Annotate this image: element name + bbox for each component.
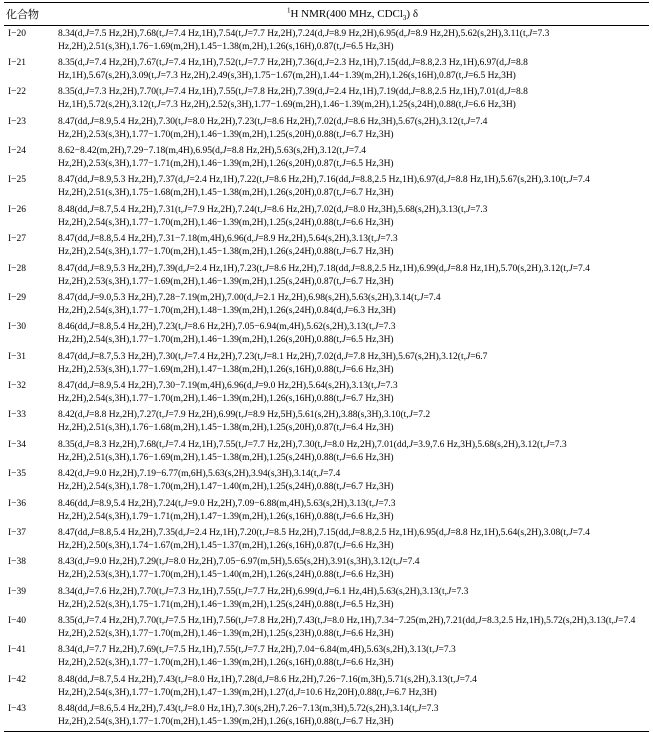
table-row bbox=[4, 85, 649, 114]
compound-id: I−35 bbox=[8, 469, 27, 480]
table-row bbox=[4, 525, 649, 554]
nmr-shifts: 8.47(dd,J=8.9,5.4 Hz,2H),7.30(t,J=8.0 Hz,2H),7.23(t,J=8.6 Hz,2H),7.02(d,J=8.6 Hz,3H),5.67(s,2H),3.12(t,J=7.4 Hz,2H),2.53(s,3H),1.77−1.70(m,2H),1.46−1.39(m,2H),1.25(s,20H),0.88(t,J=6.7 Hz,3H) bbox=[58, 116, 488, 140]
nmr-shifts: 8.42(d,J=8.8 Hz,2H),7.27(t,J=7.9 Hz,2H),6.99(t,J=8.9 Hz,5H),5.61(s,2H),3.88(s,3H),3.10(t,J=7.2 Hz,2H),2.51(s,3H),1.76−1.68(m,2H),1.45−1.38(m,2H),1.25(s,20H),0.87(t,J=6.4 Hz,3H) bbox=[58, 410, 431, 434]
compound-id: I−34 bbox=[8, 439, 27, 450]
header-nmr-subscript: 3 bbox=[402, 14, 407, 23]
compound-id: I−43 bbox=[4, 702, 56, 732]
table-row bbox=[4, 173, 649, 202]
compound-id: I−38 bbox=[8, 557, 27, 568]
table-row bbox=[4, 202, 649, 231]
nmr-shifts: 8.35(d,J=7.4 Hz,2H),7.67(t,J=7.4 Hz,1H),7.52(t,J=7.7 Hz,2H),7.36(d,J=2.3 Hz,1H),7.15(dd,J=8.8,2.3 Hz,1H),6.97(d,J=8.8 Hz,1H),5.67(s,2H),3.09(t,J=7.3 Hz,2H),2.49(s,3H),1.75−1.67(m,2H),1.44−1.39(m,2H),1.26(s,16H),0.87(t,J=6.5 Hz,3H) bbox=[58, 57, 528, 81]
table-row bbox=[4, 496, 649, 525]
compound-id: I−32 bbox=[8, 381, 27, 391]
table-row bbox=[4, 584, 649, 613]
nmr-shifts: 8.35(d,J=7.3 Hz,2H),7.70(t,J=7.4 Hz,1H),7.55(t,J=7.8 Hz,2H),7.39(d,J=2.4 Hz,1H),7.19(dd,J=8.8,2.5 Hz,1H),7.01(d,J=8.8 Hz,1H),5.72(s,2H),3.12(t,J=7.3 Hz,2H),2.52(s,3H),1.77−1.69(m,2H),1.46−1.39(m,2H),1.25(s,24H),0.88(t,J=6.6 Hz,3H) bbox=[58, 87, 528, 111]
compound-id: I−33 bbox=[8, 410, 27, 421]
nmr-shifts: 8.48(dd,J=8.6,5.4 Hz,2H),7.43(t,J=8.0 Hz,1H),7.30(s,2H),7.26−7.13(m,3H),5.72(s,2H),3.14(t,J=7.3 Hz,2H),2.54(s,3H),1.77−1.70(m,2H),1.45−1.39(m,2H),1.26(s,16H),0.88(t,J=6.7 Hz,3H) bbox=[56, 702, 649, 732]
compound-id: I−39 bbox=[8, 586, 27, 597]
nmr-shifts: 8.48(dd,J=8.7,5.4 Hz,2H),7.31(t,J=7.9 Hz,2H),7.24(t,J=8.6 Hz,2H),7.02(d,J=8.0 Hz,3H),5.68(s,2H),3.13(t,J=7.3 Hz,2H),2.54(s,3H),1.77−1.70(m,2H),1.46−1.39(m,2H),1.25(s,24H),0.88(t,J=6.6 Hz,3H) bbox=[58, 204, 488, 228]
nmr-shifts: 8.47(dd,J=8.9,5.3 Hz,2H),7.37(d,J=2.4 Hz,1H),7.22(t,J=8.6 Hz,2H),7.16(dd,J=8.8,2.5 Hz,1H),6.97(d,J=8.8 Hz,1H),5.67(s,2H),3.10(t,J=7.4 Hz,2H),2.51(s,3H),1.75−1.68(m,2H),1.45−1.38(m,2H),1.26(s,20H),0.87(t,J=6.7 Hz,3H) bbox=[58, 175, 590, 199]
header-nmr-isotope: 1 bbox=[286, 6, 291, 15]
nmr-shifts: 8.47(dd,J=8.9,5.3 Hz,2H),7.39(d,J=2.4 Hz,1H),7.23(t,J=8.6 Hz,2H),7.18(dd,J=8.8,2.5 Hz,1H),6.99(d,J=8.8 Hz,1H),5.70(s,2H),3.12(t,J=7.4 Hz,2H),2.53(s,3H),1.77−1.69(m,2H),1.46−1.39(m,2H),1.25(s,24H),0.87(t,J=6.7 Hz,3H) bbox=[58, 263, 590, 287]
nmr-shifts: 8.46(dd,J=8.8,5.4 Hz,2H),7.23(t,J=8.6 Hz,2H),7.05−6.94(m,4H),5.62(s,2H),3.13(t,J=7.3 Hz,2H),2.54(s,3H),1.77−1.70(m,2H),1.46−1.39(m,2H),1.26(s,20H),0.88(t,J=6.5 Hz,3H) bbox=[58, 322, 396, 346]
compound-id: I−30 bbox=[8, 322, 27, 333]
table-body bbox=[4, 26, 649, 732]
compound-id: I−21 bbox=[8, 57, 27, 68]
table-row bbox=[4, 144, 649, 173]
compound-id: I−42 bbox=[8, 674, 27, 685]
table-row bbox=[4, 467, 649, 496]
nmr-shifts: 8.35(d,J=7.4 Hz,2H),7.70(t,J=7.5 Hz,1H),7.56(t,J=7.8 Hz,2H),7.43(t,J=8.0 Hz,1H),7.34−7.25(m,2H),7.21(dd,J=8.3,2.5 Hz,1H),5.72(s,2H),3.13(t,J=7.4 Hz,2H),2.52(s,3H),1.77−1.70(m,2H),1.46−1.39(m,2H),1.25(s,23H),0.88(t,J=6.6 Hz,3H) bbox=[58, 616, 636, 640]
nmr-shifts: 8.62−8.42(m,2H),7.29−7.18(m,4H),6.95(d,J=8.8 Hz,2H),5.63(s,2H),3.12(t,J=7.4 Hz,2H),2.53(s,3H),1.77−1.71(m,2H),1.46−1.39(m,2H),1.26(s,20H),0.87(t,J=6.5 Hz,3H) bbox=[58, 146, 394, 170]
table-row bbox=[4, 320, 649, 349]
compound-id: I−37 bbox=[8, 527, 27, 538]
nmr-shifts: 8.47(dd,J=8.8,5.4 Hz,2H),7.35(d,J=2.4 Hz,1H),7.20(t,J=8.5 Hz,2H),7.15(dd,J=8.8,2.5 Hz,1H),6.95(d,J=8.8 Hz,1H),5.64(s,2H),3.08(t,J=7.4 Hz,2H),2.50(s,3H),1.74−1.67(m,2H),1.45−1.37(m,2H),1.26(s,16H),0.87(t,J=6.6 Hz,3H) bbox=[58, 527, 590, 551]
compound-id: I−29 bbox=[8, 292, 27, 303]
header-nmr-label: H NMR(400 MHz, CDCl bbox=[290, 8, 403, 20]
nmr-shifts: 8.47(dd,J=8.8,5.4 Hz,2H),7.31−7.18(m,4H),6.96(d,J=8.9 Hz,2H),5.64(s,2H),3.13(t,J=7.3 Hz,2H),2.54(s,3H),1.77−1.70(m,2H),1.45−1.38(m,2H),1.26(s,24H),0.88(t,J=6.7 Hz,3H) bbox=[58, 234, 398, 258]
header-compound: 化合物 bbox=[4, 3, 56, 26]
table-row bbox=[4, 55, 649, 84]
table-row bbox=[4, 379, 649, 408]
table-row bbox=[4, 614, 649, 643]
nmr-shifts: 8.46(dd,J=8.9,5.4 Hz,2H),7.24(t,J=9.0 Hz,2H),7.09−6.88(m,4H),5.63(s,2H),3.13(t,J=7.3 Hz,2H),2.54(s,3H),1.79−1.71(m,2H),1.47−1.39(m,2H),1.26(s,16H),0.88(t,J=6.6 Hz,3H) bbox=[58, 498, 396, 522]
nmr-shifts: 8.34(d,J=7.5 Hz,2H),7.68(t,J=7.4 Hz,1H),7.54(t,J=7.7 Hz,2H),7.24(d,J=8.9 Hz,2H),6.95(d,J=8.9 Hz,2H),5.62(s,2H),3.11(t,J=7.3 Hz,2H),2.51(s,3H),1.76−1.69(m,2H),1.45−1.38(m,2H),1.26(s,16H),0.87(t,J=6.5 Hz,3H) bbox=[58, 28, 550, 52]
nmr-shifts: 8.42(d,J=9.0 Hz,2H),7.19−6.77(m,6H),5.63(s,2H),3.94(s,3H),3.14(t,J=7.4 Hz,2H),2.54(s,3H),1.78−1.70(m,2H),1.47−1.40(m,2H),1.25(s,24H),0.88(t,J=6.7 Hz,3H) bbox=[58, 469, 394, 493]
table-row bbox=[4, 26, 649, 56]
compound-id: I−27 bbox=[8, 234, 27, 245]
nmr-shifts: 8.47(dd,J=8.9,5.4 Hz,2H),7.30−7.19(m,4H),6.96(d,J=9.0 Hz,2H),5.64(s,2H),3.13(t,J=7.3 Hz,2H),2.54(s,3H),1.77−1.70(m,2H),1.46−1.39(m,2H),1.26(s,16H),0.88(t,J=6.7 Hz,3H) bbox=[58, 381, 398, 405]
compound-id: I−25 bbox=[8, 175, 27, 186]
compound-id: I−20 bbox=[8, 28, 27, 39]
header-nmr-suffix: ) δ bbox=[406, 8, 419, 20]
table-row bbox=[4, 349, 649, 378]
nmr-shifts: 8.34(d,J=7.7 Hz,2H),7.69(t,J=7.5 Hz,1H),7.55(t,J=7.7 Hz,2H),7.04−6.84(m,4H),5.63(s,2H),3.13(t,J=7.3 Hz,2H),2.52(s,3H),1.77−1.70(m,2H),1.46−1.39(m,2H),1.26(s,16H),0.88(t,J=6.6 Hz,3H) bbox=[58, 645, 456, 669]
compound-id: I−24 bbox=[8, 146, 27, 156]
table-row bbox=[4, 643, 649, 672]
compound-id: I−23 bbox=[8, 116, 27, 127]
table-row bbox=[4, 702, 649, 732]
compound-id: I−40 bbox=[8, 616, 27, 626]
table-header-row bbox=[4, 3, 649, 26]
compound-id: I−41 bbox=[8, 645, 27, 656]
compound-id: I−36 bbox=[8, 498, 27, 509]
table-row bbox=[4, 437, 649, 466]
nmr-shifts: 8.34(d,J=7.6 Hz,2H),7.70(t,J=7.3 Hz,1H),7.55(t,J=7.7 Hz,2H),6.99(d,J=6.1 Hz,4H),5.63(s,2H),3.13(t,J=7.3 Hz,2H),2.52(s,3H),1.75−1.71(m,2H),1.46−1.39(m,2H),1.25(s,24H),0.88(t,J=6.5 Hz,3H) bbox=[58, 586, 469, 610]
table-row bbox=[4, 114, 649, 143]
table-row bbox=[4, 261, 649, 290]
nmr-data-table bbox=[4, 2, 649, 732]
nmr-shifts: 8.47(dd,J=8.7,5.3 Hz,2H),7.30(t,J=7.4 Hz,2H),7.23(t,J=8.1 Hz,2H),7.02(d,J=7.8 Hz,3H),5.67(s,2H),3.12(t,J=6.7 Hz,2H),2.53(s,3H),1.77−1.69(m,2H),1.47−1.38(m,2H),1.26(s,16H),0.88(t,J=6.6 Hz,3H) bbox=[58, 351, 488, 375]
compound-id: I−26 bbox=[8, 204, 27, 215]
table-row bbox=[4, 232, 649, 261]
compound-id: I−28 bbox=[8, 263, 27, 274]
table-row bbox=[4, 672, 649, 701]
header-nmr bbox=[56, 3, 649, 26]
table-row bbox=[4, 555, 649, 584]
nmr-shifts: 8.47(dd,J=9.0,5.3 Hz,2H),7.28−7.19(m,2H),7.00(d,J=2.1 Hz,2H),6.98(s,2H),5.63(s,2H),3.14(t,J=7.4 Hz,2H),2.54(s,3H),1.77−1.70(m,2H),1.48−1.39(m,2H),1.26(s,24H),0.84(d,J=6.3 Hz,3H) bbox=[58, 292, 441, 316]
nmr-shifts: 8.35(d,J=8.3 Hz,2H),7.68(t,J=7.4 Hz,1H),7.55(t,J=7.7 Hz,2H),7.30(t,J=8.0 Hz,2H),7.01(dd,J=3.9,7.6 Hz,3H),5.68(s,2H),3.12(t,J=7.3 Hz,2H),2.51(s,3H),1.76−1.69(m,2H),1.45−1.38(m,2H),1.25(s,24H),0.88(t,J=6.6 Hz,3H) bbox=[58, 439, 567, 463]
nmr-shifts: 8.43(d,J=9.0 Hz,2H),7.29(t,J=8.0 Hz,2H),7.05−6.97(m,5H),5.65(s,2H),3.91(s,3H),3.12(t,J=7.4 Hz,2H),2.53(s,3H),1.77−1.70(m,2H),1.45−1.40(m,2H),1.26(s,24H),0.88(t,J=6.6 Hz,3H) bbox=[58, 557, 420, 581]
nmr-shifts: 8.48(dd,J=8.7,5.4 Hz,2H),7.43(t,J=8.0 Hz,1H),7.28(d,J=8.6 Hz,2H),7.26−7.16(m,3H),5.71(s,2H),3.13(t,J=7.4 Hz,2H),2.54(s,3H),1.77−1.70(m,2H),1.47−1.39(m,2H),1.27(d,J=10.6 Hz,20H),0.88(t,J=6.7 Hz,3H) bbox=[58, 674, 477, 698]
table-row bbox=[4, 290, 649, 319]
table-row bbox=[4, 408, 649, 437]
compound-id: I−31 bbox=[8, 351, 27, 362]
compound-id: I−22 bbox=[8, 87, 27, 98]
